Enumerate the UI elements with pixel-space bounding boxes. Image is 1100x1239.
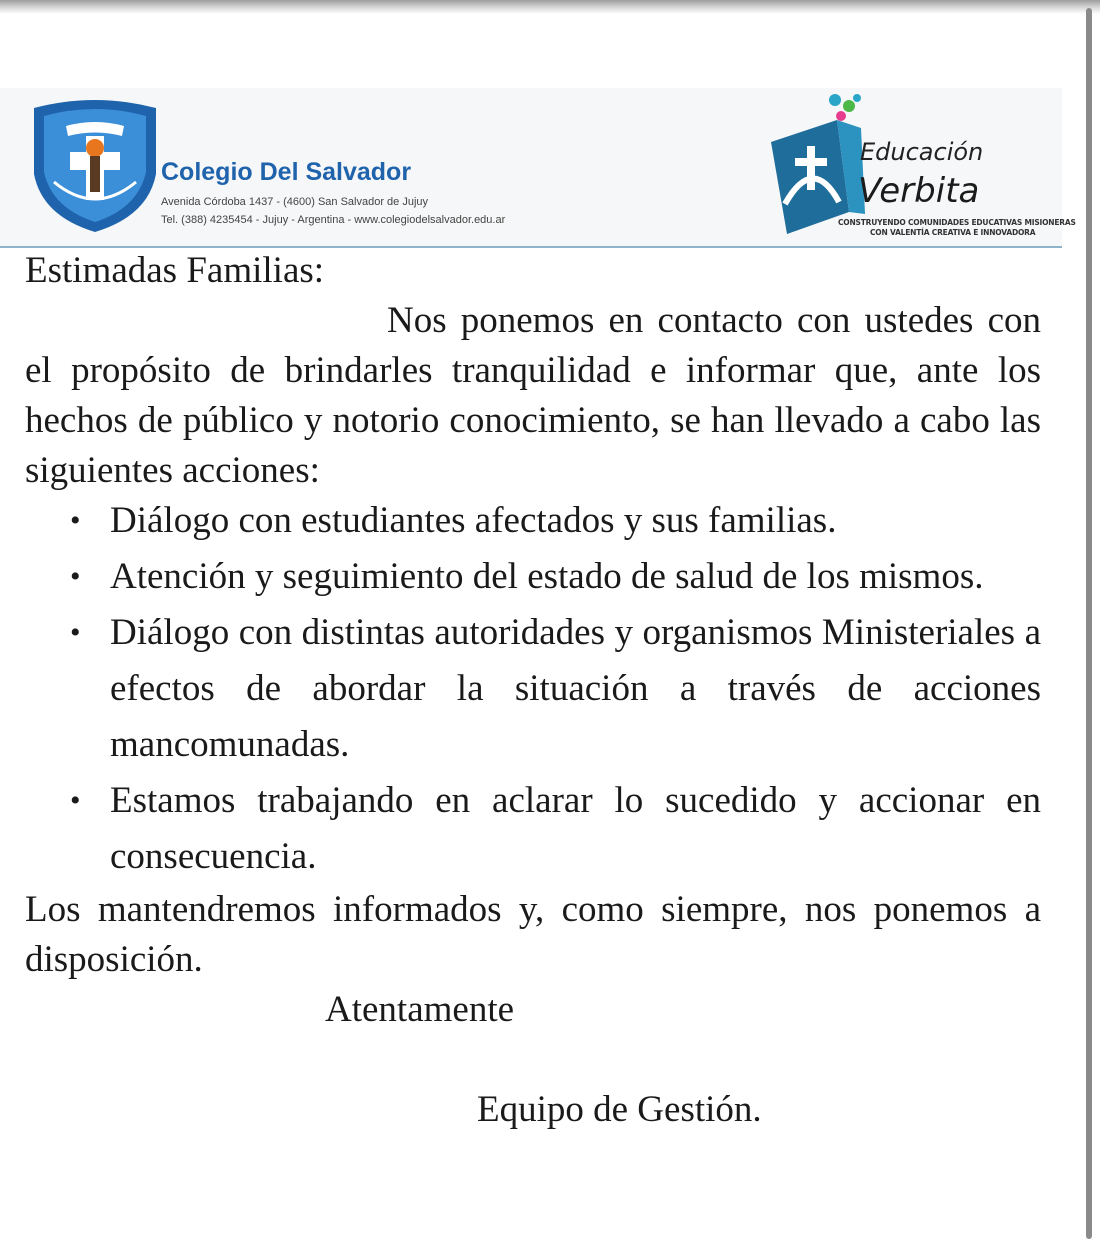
bullet-icon: •: [70, 560, 81, 593]
brand-subtitle: Verbita: [858, 171, 980, 211]
bullet-icon: •: [70, 616, 81, 649]
action-text: Estamos trabajando en aclarar lo sucedido y accionar en consecuencia.: [110, 780, 1041, 877]
list-item: [25, 496, 1041, 546]
school-crest-logo: [30, 96, 160, 234]
list-item: [25, 605, 1041, 773]
brand-title: Educación: [860, 138, 984, 166]
bullet-icon: •: [70, 784, 81, 817]
letter-body: [25, 246, 1041, 1135]
brand-tagline-2: CON VALENTÍA CREATIVA E INNOVADORA: [870, 228, 1036, 237]
scrollbar[interactable]: [1086, 8, 1092, 1239]
signature: Equipo de Gestión.: [477, 1089, 762, 1130]
greeting: Estimadas Familias:: [25, 250, 325, 291]
letterhead: [0, 88, 1076, 248]
list-item: [25, 773, 1041, 885]
action-text: Diálogo con distintas autoridades y organismos Ministeriales a efectos de abordar la situación a través de acciones mancomunadas.: [110, 612, 1041, 765]
school-contact: Tel. (388) 4235454 - Jujuy - Argentina - www.colegiodelsalvador.edu.ar: [161, 214, 506, 226]
school-address: Avenida Córdoba 1437 - (4600) San Salvador de Jujuy: [161, 196, 429, 208]
regards: Atentamente: [325, 989, 515, 1030]
closing-paragraph: Los mantendremos informados y, como siempre, nos ponemos a disposición.: [25, 889, 1041, 980]
actions-list: [25, 496, 1041, 885]
brand-tagline-1: CONSTRUYENDO COMUNIDADES EDUCATIVAS MISIONERAS: [838, 218, 1076, 227]
list-item: [25, 549, 1041, 605]
action-text: Diálogo con estudiantes afectados y sus familias.: [110, 500, 837, 541]
window-top-shadow: [0, 0, 1100, 14]
bullet-icon: •: [70, 504, 81, 537]
school-name: Colegio Del Salvador: [161, 158, 412, 186]
intro-paragraph: Nos ponemos en contacto con ustedes con el propósito de brindarles tranquilidad e informar que, ante los hechos de público y notorio conocimiento, se han llevado a cabo las siguientes acciones:: [25, 300, 1041, 491]
action-text: Atención y seguimiento del estado de salud de los mismos.: [110, 556, 984, 597]
